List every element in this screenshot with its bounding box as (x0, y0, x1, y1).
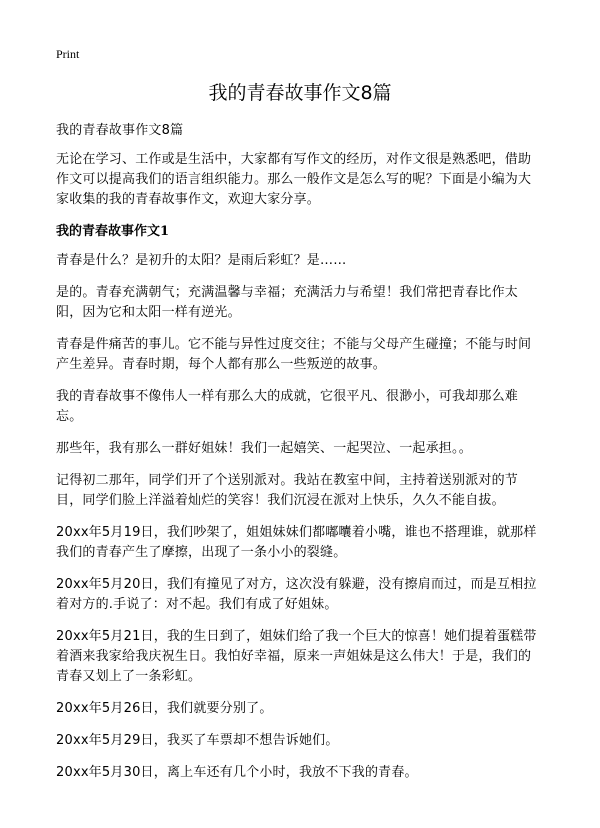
intro-paragraph: 无论在学习、工作或是生活中，大家都有写作文的经历，对作文很是熟悉吧，借助作文可以提高我们的语言组织能力。那么一般作文是怎么写的呢？下面是小编为大家收集的我的青春故事作文，欢迎大家分享。 (56, 152, 532, 207)
document-subtitle: 我的青春故事作文8篇 (56, 123, 184, 138)
body-paragraph: 那些年，我有那么一群好姐妹！我们一起嬉笑、一起哭泣、一起承担。。 (56, 441, 472, 456)
section-heading: 我的青春故事作文1 (56, 224, 170, 239)
body-paragraph: 20xx年5月26日，我们就要分别了。 (56, 701, 273, 716)
body-paragraph: 20xx年5月30日，离上车还有几个小时，我放不下我的青春。 (56, 765, 418, 780)
body-paragraph: 20xx年5月21日，我的生日到了，姐妹们给了我一个巨大的惊喜！她们提着蛋糕带着酒来我家给我庆祝生日。我怕好幸福，原来一声姐妹是这么伟大！于是，我们的青春又划上了一条彩虹。 (56, 629, 537, 684)
body-paragraph: 是的。青春充满朝气；充满温馨与幸福；充满活力与希望！我们常把青春比作太阳，因为它和太阳一样有逆光。 (56, 285, 519, 320)
body-paragraph: 青春是件痛苦的事儿。它不能与异性过度交往；不能与父母产生碰撞；不能与时间产生差异。青春时期，每个人都有那么一些叛逆的故事。 (56, 337, 532, 372)
body-paragraph: 记得初二那年，同学们开了个送别派对。我站在教室中间，主持着送别派对的节目，同学们脸上洋溢着灿烂的笑容！我们沉浸在派对上快乐，久久不能自拔。 (56, 473, 519, 508)
body-paragraph: 20xx年5月19日，我们吵架了，姐姐妹妹们都嘟囔着小嘴，谁也不搭理谁，就那样我们的青春产生了摩擦，出现了一条小小的裂缝。 (56, 525, 537, 560)
body-paragraph: 20xx年5月29日，我买了车票却不想告诉她们。 (56, 733, 339, 748)
body-paragraph: 青春是什么？是初升的太阳？是雨后彩虹？是…… (56, 253, 347, 268)
body-paragraph: 我的青春故事不像伟人一样有那么大的成就，它很平凡、很渺小，可我却那么难忘。 (56, 389, 519, 424)
body-paragraph: 20xx年5月20日，我们有撞见了对方，这次没有躲避，没有擦肩而过，而是互相拉着对方的.手说了：对不起。我们有成了好姐妹。 (56, 577, 537, 612)
document-title: 我的青春故事作文8篇 (208, 82, 392, 104)
print-link[interactable]: Print (56, 47, 80, 61)
